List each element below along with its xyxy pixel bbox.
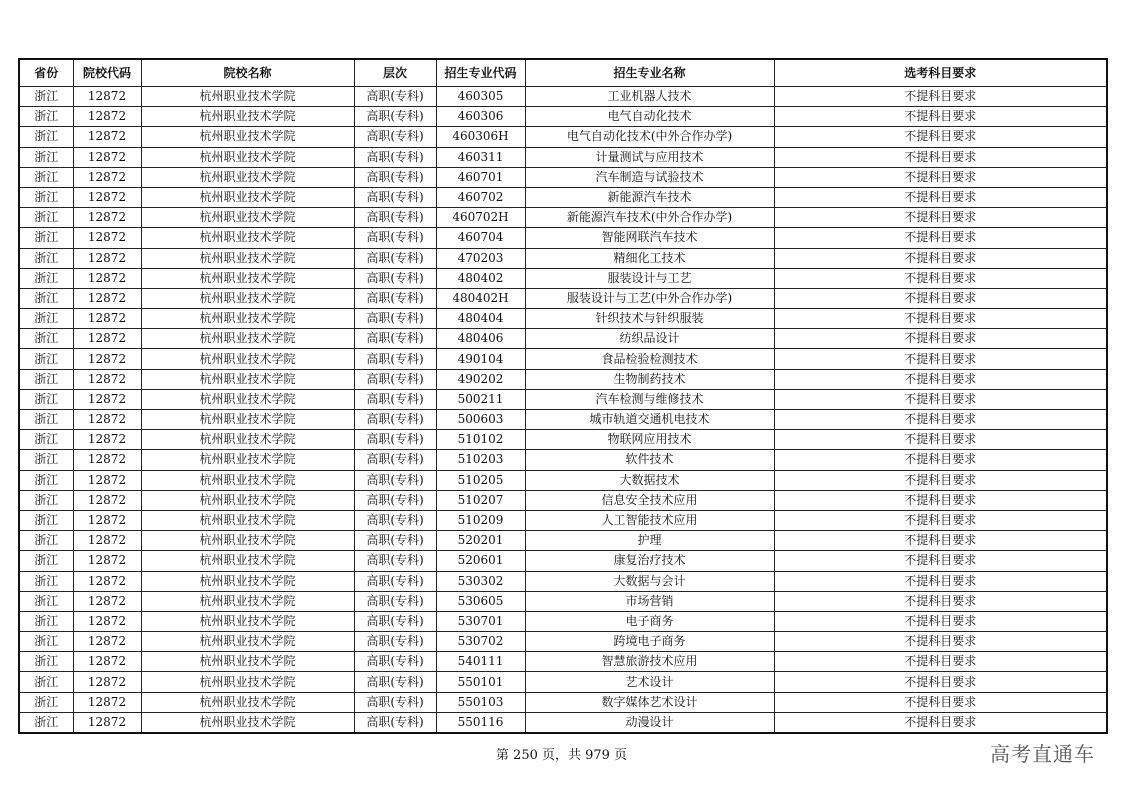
province-cell: 浙江	[19, 309, 73, 329]
school-code-cell: 12872	[73, 510, 141, 530]
province-cell: 浙江	[19, 551, 73, 571]
school-code-cell: 12872	[73, 288, 141, 308]
level-cell: 高职(专科)	[354, 430, 436, 450]
major-code-cell: 460305	[436, 87, 525, 107]
school-code-cell: 12872	[73, 329, 141, 349]
province-cell: 浙江	[19, 349, 73, 369]
major-code-cell: 460306	[436, 107, 525, 127]
subject-requirement-cell: 不提科目要求	[774, 510, 1107, 530]
major-name-cell: 跨境电子商务	[525, 632, 774, 652]
level-cell: 高职(专科)	[354, 551, 436, 571]
level-cell: 高职(专科)	[354, 107, 436, 127]
school-name-cell: 杭州职业技术学院	[141, 369, 354, 389]
school-code-cell: 12872	[73, 87, 141, 107]
major-name-cell: 大数据与会计	[525, 571, 774, 591]
major-code-cell: 540111	[436, 652, 525, 672]
school-name-cell: 杭州职业技术学院	[141, 571, 354, 591]
major-code-cell: 530701	[436, 611, 525, 631]
school-name-cell: 杭州职业技术学院	[141, 591, 354, 611]
major-name-cell: 食品检验检测技术	[525, 349, 774, 369]
major-name-cell: 信息安全技术应用	[525, 490, 774, 510]
province-cell: 浙江	[19, 369, 73, 389]
table-row	[19, 329, 1107, 349]
table-row	[19, 652, 1107, 672]
province-cell: 浙江	[19, 470, 73, 490]
school-name-cell: 杭州职业技术学院	[141, 712, 354, 733]
major-code-cell: 530605	[436, 591, 525, 611]
table-row	[19, 369, 1107, 389]
school-name-cell: 杭州职业技术学院	[141, 329, 354, 349]
subject-requirement-cell: 不提科目要求	[774, 551, 1107, 571]
level-cell: 高职(专科)	[354, 389, 436, 409]
school-code-cell: 12872	[73, 632, 141, 652]
school-code-cell: 12872	[73, 450, 141, 470]
province-cell: 浙江	[19, 712, 73, 733]
major-name-cell: 汽车检测与维修技术	[525, 389, 774, 409]
subject-requirement-cell: 不提科目要求	[774, 167, 1107, 187]
major-name-cell: 电气自动化技术(中外合作办学)	[525, 127, 774, 147]
major-code-cell: 500211	[436, 389, 525, 409]
subject-requirement-cell: 不提科目要求	[774, 248, 1107, 268]
level-cell: 高职(专科)	[354, 309, 436, 329]
major-code-cell: 550101	[436, 672, 525, 692]
province-cell: 浙江	[19, 228, 73, 248]
col-header-major-code: 招生专业代码	[436, 59, 525, 87]
school-name-cell: 杭州职业技术学院	[141, 632, 354, 652]
province-cell: 浙江	[19, 127, 73, 147]
table-row	[19, 228, 1107, 248]
major-code-cell: 460306H	[436, 127, 525, 147]
province-cell: 浙江	[19, 430, 73, 450]
province-cell: 浙江	[19, 329, 73, 349]
level-cell: 高职(专科)	[354, 329, 436, 349]
school-name-cell: 杭州职业技术学院	[141, 531, 354, 551]
school-code-cell: 12872	[73, 107, 141, 127]
subject-requirement-cell: 不提科目要求	[774, 692, 1107, 712]
school-name-cell: 杭州职业技术学院	[141, 187, 354, 207]
school-name-cell: 杭州职业技术学院	[141, 228, 354, 248]
table-row	[19, 571, 1107, 591]
major-name-cell: 针织技术与针织服装	[525, 309, 774, 329]
major-name-cell: 生物制药技术	[525, 369, 774, 389]
school-code-cell: 12872	[73, 591, 141, 611]
school-code-cell: 12872	[73, 187, 141, 207]
table-row	[19, 309, 1107, 329]
major-name-cell: 电气自动化技术	[525, 107, 774, 127]
school-code-cell: 12872	[73, 349, 141, 369]
subject-requirement-cell: 不提科目要求	[774, 329, 1107, 349]
major-code-cell: 480406	[436, 329, 525, 349]
major-code-cell: 470203	[436, 248, 525, 268]
major-code-cell: 510102	[436, 430, 525, 450]
province-cell: 浙江	[19, 692, 73, 712]
watermark-logo-text: 高考直通车	[990, 742, 1095, 766]
major-name-cell: 纺织品设计	[525, 329, 774, 349]
level-cell: 高职(专科)	[354, 268, 436, 288]
table-body	[19, 87, 1107, 734]
subject-requirement-cell: 不提科目要求	[774, 571, 1107, 591]
table-row	[19, 208, 1107, 228]
school-code-cell: 12872	[73, 712, 141, 733]
school-code-cell: 12872	[73, 248, 141, 268]
col-header-level: 层次	[354, 59, 436, 87]
table-row	[19, 410, 1107, 430]
province-cell: 浙江	[19, 611, 73, 631]
school-code-cell: 12872	[73, 167, 141, 187]
major-code-cell: 510209	[436, 510, 525, 530]
level-cell: 高职(专科)	[354, 531, 436, 551]
level-cell: 高职(专科)	[354, 167, 436, 187]
table-row	[19, 268, 1107, 288]
subject-requirement-cell: 不提科目要求	[774, 147, 1107, 167]
major-name-cell: 电子商务	[525, 611, 774, 631]
school-name-cell: 杭州职业技术学院	[141, 410, 354, 430]
table-row	[19, 430, 1107, 450]
subject-requirement-cell: 不提科目要求	[774, 712, 1107, 733]
table-row	[19, 389, 1107, 409]
table-row	[19, 490, 1107, 510]
province-cell: 浙江	[19, 147, 73, 167]
subject-requirement-cell: 不提科目要求	[774, 410, 1107, 430]
table-row	[19, 147, 1107, 167]
major-name-cell: 护理	[525, 531, 774, 551]
school-name-cell: 杭州职业技术学院	[141, 147, 354, 167]
subject-requirement-cell: 不提科目要求	[774, 531, 1107, 551]
school-code-cell: 12872	[73, 389, 141, 409]
level-cell: 高职(专科)	[354, 369, 436, 389]
level-cell: 高职(专科)	[354, 571, 436, 591]
subject-requirement-cell: 不提科目要求	[774, 591, 1107, 611]
level-cell: 高职(专科)	[354, 349, 436, 369]
school-code-cell: 12872	[73, 692, 141, 712]
school-name-cell: 杭州职业技术学院	[141, 248, 354, 268]
school-name-cell: 杭州职业技术学院	[141, 208, 354, 228]
level-cell: 高职(专科)	[354, 510, 436, 530]
major-code-cell: 550103	[436, 692, 525, 712]
major-code-cell: 510207	[436, 490, 525, 510]
subject-requirement-cell: 不提科目要求	[774, 309, 1107, 329]
table-row	[19, 288, 1107, 308]
school-name-cell: 杭州职业技术学院	[141, 389, 354, 409]
major-name-cell: 数字媒体艺术设计	[525, 692, 774, 712]
subject-requirement-cell: 不提科目要求	[774, 369, 1107, 389]
level-cell: 高职(专科)	[354, 410, 436, 430]
major-code-cell: 480404	[436, 309, 525, 329]
school-name-cell: 杭州职业技术学院	[141, 490, 354, 510]
col-header-major-name: 招生专业名称	[525, 59, 774, 87]
school-name-cell: 杭州职业技术学院	[141, 430, 354, 450]
level-cell: 高职(专科)	[354, 490, 436, 510]
school-name-cell: 杭州职业技术学院	[141, 551, 354, 571]
major-name-cell: 服装设计与工艺(中外合作办学)	[525, 288, 774, 308]
admissions-table	[18, 58, 1108, 734]
major-code-cell: 530702	[436, 632, 525, 652]
level-cell: 高职(专科)	[354, 632, 436, 652]
school-code-cell: 12872	[73, 268, 141, 288]
province-cell: 浙江	[19, 510, 73, 530]
major-name-cell: 智慧旅游技术应用	[525, 652, 774, 672]
school-name-cell: 杭州职业技术学院	[141, 107, 354, 127]
level-cell: 高职(专科)	[354, 187, 436, 207]
province-cell: 浙江	[19, 268, 73, 288]
school-code-cell: 12872	[73, 611, 141, 631]
school-code-cell: 12872	[73, 531, 141, 551]
province-cell: 浙江	[19, 531, 73, 551]
table-row	[19, 167, 1107, 187]
table-row	[19, 349, 1107, 369]
table-row	[19, 510, 1107, 530]
major-code-cell: 480402	[436, 268, 525, 288]
major-code-cell: 490104	[436, 349, 525, 369]
school-name-cell: 杭州职业技术学院	[141, 692, 354, 712]
level-cell: 高职(专科)	[354, 470, 436, 490]
school-name-cell: 杭州职业技术学院	[141, 87, 354, 107]
school-name-cell: 杭州职业技术学院	[141, 167, 354, 187]
major-code-cell: 500603	[436, 410, 525, 430]
major-code-cell: 510203	[436, 450, 525, 470]
table-row	[19, 470, 1107, 490]
subject-requirement-cell: 不提科目要求	[774, 450, 1107, 470]
major-code-cell: 510205	[436, 470, 525, 490]
table-row	[19, 450, 1107, 470]
province-cell: 浙江	[19, 208, 73, 228]
province-cell: 浙江	[19, 248, 73, 268]
subject-requirement-cell: 不提科目要求	[774, 389, 1107, 409]
subject-requirement-cell: 不提科目要求	[774, 470, 1107, 490]
level-cell: 高职(专科)	[354, 712, 436, 733]
level-cell: 高职(专科)	[354, 87, 436, 107]
major-name-cell: 市场营销	[525, 591, 774, 611]
level-cell: 高职(专科)	[354, 672, 436, 692]
school-code-cell: 12872	[73, 490, 141, 510]
table-row	[19, 107, 1107, 127]
major-code-cell: 460701	[436, 167, 525, 187]
table-row	[19, 672, 1107, 692]
subject-requirement-cell: 不提科目要求	[774, 611, 1107, 631]
school-name-cell: 杭州职业技术学院	[141, 309, 354, 329]
major-name-cell: 智能网联汽车技术	[525, 228, 774, 248]
school-name-cell: 杭州职业技术学院	[141, 510, 354, 530]
school-name-cell: 杭州职业技术学院	[141, 349, 354, 369]
school-name-cell: 杭州职业技术学院	[141, 268, 354, 288]
level-cell: 高职(专科)	[354, 288, 436, 308]
level-cell: 高职(专科)	[354, 127, 436, 147]
province-cell: 浙江	[19, 87, 73, 107]
major-name-cell: 精细化工技术	[525, 248, 774, 268]
col-header-province: 省份	[19, 59, 73, 87]
major-code-cell: 530302	[436, 571, 525, 591]
level-cell: 高职(专科)	[354, 228, 436, 248]
subject-requirement-cell: 不提科目要求	[774, 652, 1107, 672]
subject-requirement-cell: 不提科目要求	[774, 430, 1107, 450]
school-code-cell: 12872	[73, 430, 141, 450]
province-cell: 浙江	[19, 107, 73, 127]
school-code-cell: 12872	[73, 228, 141, 248]
level-cell: 高职(专科)	[354, 611, 436, 631]
col-header-subject-requirement: 选考科目要求	[774, 59, 1107, 87]
major-code-cell: 490202	[436, 369, 525, 389]
subject-requirement-cell: 不提科目要求	[774, 268, 1107, 288]
major-name-cell: 艺术设计	[525, 672, 774, 692]
province-cell: 浙江	[19, 672, 73, 692]
school-name-cell: 杭州职业技术学院	[141, 652, 354, 672]
major-code-cell: 520201	[436, 531, 525, 551]
school-code-cell: 12872	[73, 652, 141, 672]
province-cell: 浙江	[19, 450, 73, 470]
page-number: 第 250 页，共 979 页	[495, 748, 628, 763]
major-code-cell: 460702	[436, 187, 525, 207]
table-row	[19, 187, 1107, 207]
major-name-cell: 动漫设计	[525, 712, 774, 733]
table-row	[19, 632, 1107, 652]
col-header-school-code: 院校代码	[73, 59, 141, 87]
school-code-cell: 12872	[73, 672, 141, 692]
level-cell: 高职(专科)	[354, 147, 436, 167]
school-name-cell: 杭州职业技术学院	[141, 611, 354, 631]
table-row	[19, 692, 1107, 712]
table-row	[19, 248, 1107, 268]
province-cell: 浙江	[19, 389, 73, 409]
major-name-cell: 大数据技术	[525, 470, 774, 490]
school-code-cell: 12872	[73, 470, 141, 490]
level-cell: 高职(专科)	[354, 450, 436, 470]
major-name-cell: 计量测试与应用技术	[525, 147, 774, 167]
table-row	[19, 127, 1107, 147]
subject-requirement-cell: 不提科目要求	[774, 632, 1107, 652]
school-name-cell: 杭州职业技术学院	[141, 127, 354, 147]
subject-requirement-cell: 不提科目要求	[774, 208, 1107, 228]
major-code-cell: 460704	[436, 228, 525, 248]
subject-requirement-cell: 不提科目要求	[774, 107, 1107, 127]
table-row	[19, 611, 1107, 631]
major-name-cell: 新能源汽车技术	[525, 187, 774, 207]
major-name-cell: 人工智能技术应用	[525, 510, 774, 530]
school-code-cell: 12872	[73, 551, 141, 571]
table-row	[19, 87, 1107, 107]
table-header-row	[19, 59, 1107, 87]
table-row	[19, 531, 1107, 551]
major-name-cell: 工业机器人技术	[525, 87, 774, 107]
school-code-cell: 12872	[73, 147, 141, 167]
province-cell: 浙江	[19, 410, 73, 430]
major-code-cell: 460702H	[436, 208, 525, 228]
major-code-cell: 550116	[436, 712, 525, 733]
province-cell: 浙江	[19, 187, 73, 207]
level-cell: 高职(专科)	[354, 208, 436, 228]
subject-requirement-cell: 不提科目要求	[774, 288, 1107, 308]
table-row	[19, 591, 1107, 611]
major-name-cell: 城市轨道交通机电技术	[525, 410, 774, 430]
school-code-cell: 12872	[73, 410, 141, 430]
level-cell: 高职(专科)	[354, 652, 436, 672]
province-cell: 浙江	[19, 490, 73, 510]
subject-requirement-cell: 不提科目要求	[774, 187, 1107, 207]
subject-requirement-cell: 不提科目要求	[774, 349, 1107, 369]
school-code-cell: 12872	[73, 127, 141, 147]
province-cell: 浙江	[19, 167, 73, 187]
major-code-cell: 480402H	[436, 288, 525, 308]
major-name-cell: 物联网应用技术	[525, 430, 774, 450]
level-cell: 高职(专科)	[354, 692, 436, 712]
school-code-cell: 12872	[73, 369, 141, 389]
level-cell: 高职(专科)	[354, 248, 436, 268]
major-name-cell: 软件技术	[525, 450, 774, 470]
major-name-cell: 汽车制造与试验技术	[525, 167, 774, 187]
col-header-school-name: 院校名称	[141, 59, 354, 87]
province-cell: 浙江	[19, 571, 73, 591]
major-name-cell: 服装设计与工艺	[525, 268, 774, 288]
school-name-cell: 杭州职业技术学院	[141, 672, 354, 692]
table-row	[19, 551, 1107, 571]
province-cell: 浙江	[19, 632, 73, 652]
school-code-cell: 12872	[73, 208, 141, 228]
subject-requirement-cell: 不提科目要求	[774, 672, 1107, 692]
school-code-cell: 12872	[73, 309, 141, 329]
subject-requirement-cell: 不提科目要求	[774, 127, 1107, 147]
major-name-cell: 新能源汽车技术(中外合作办学)	[525, 208, 774, 228]
major-name-cell: 康复治疗技术	[525, 551, 774, 571]
subject-requirement-cell: 不提科目要求	[774, 228, 1107, 248]
province-cell: 浙江	[19, 652, 73, 672]
school-name-cell: 杭州职业技术学院	[141, 470, 354, 490]
major-code-cell: 520601	[436, 551, 525, 571]
subject-requirement-cell: 不提科目要求	[774, 87, 1107, 107]
table-row	[19, 712, 1107, 733]
level-cell: 高职(专科)	[354, 591, 436, 611]
school-code-cell: 12872	[73, 571, 141, 591]
major-code-cell: 460311	[436, 147, 525, 167]
subject-requirement-cell: 不提科目要求	[774, 490, 1107, 510]
school-name-cell: 杭州职业技术学院	[141, 450, 354, 470]
province-cell: 浙江	[19, 288, 73, 308]
province-cell: 浙江	[19, 591, 73, 611]
school-name-cell: 杭州职业技术学院	[141, 288, 354, 308]
